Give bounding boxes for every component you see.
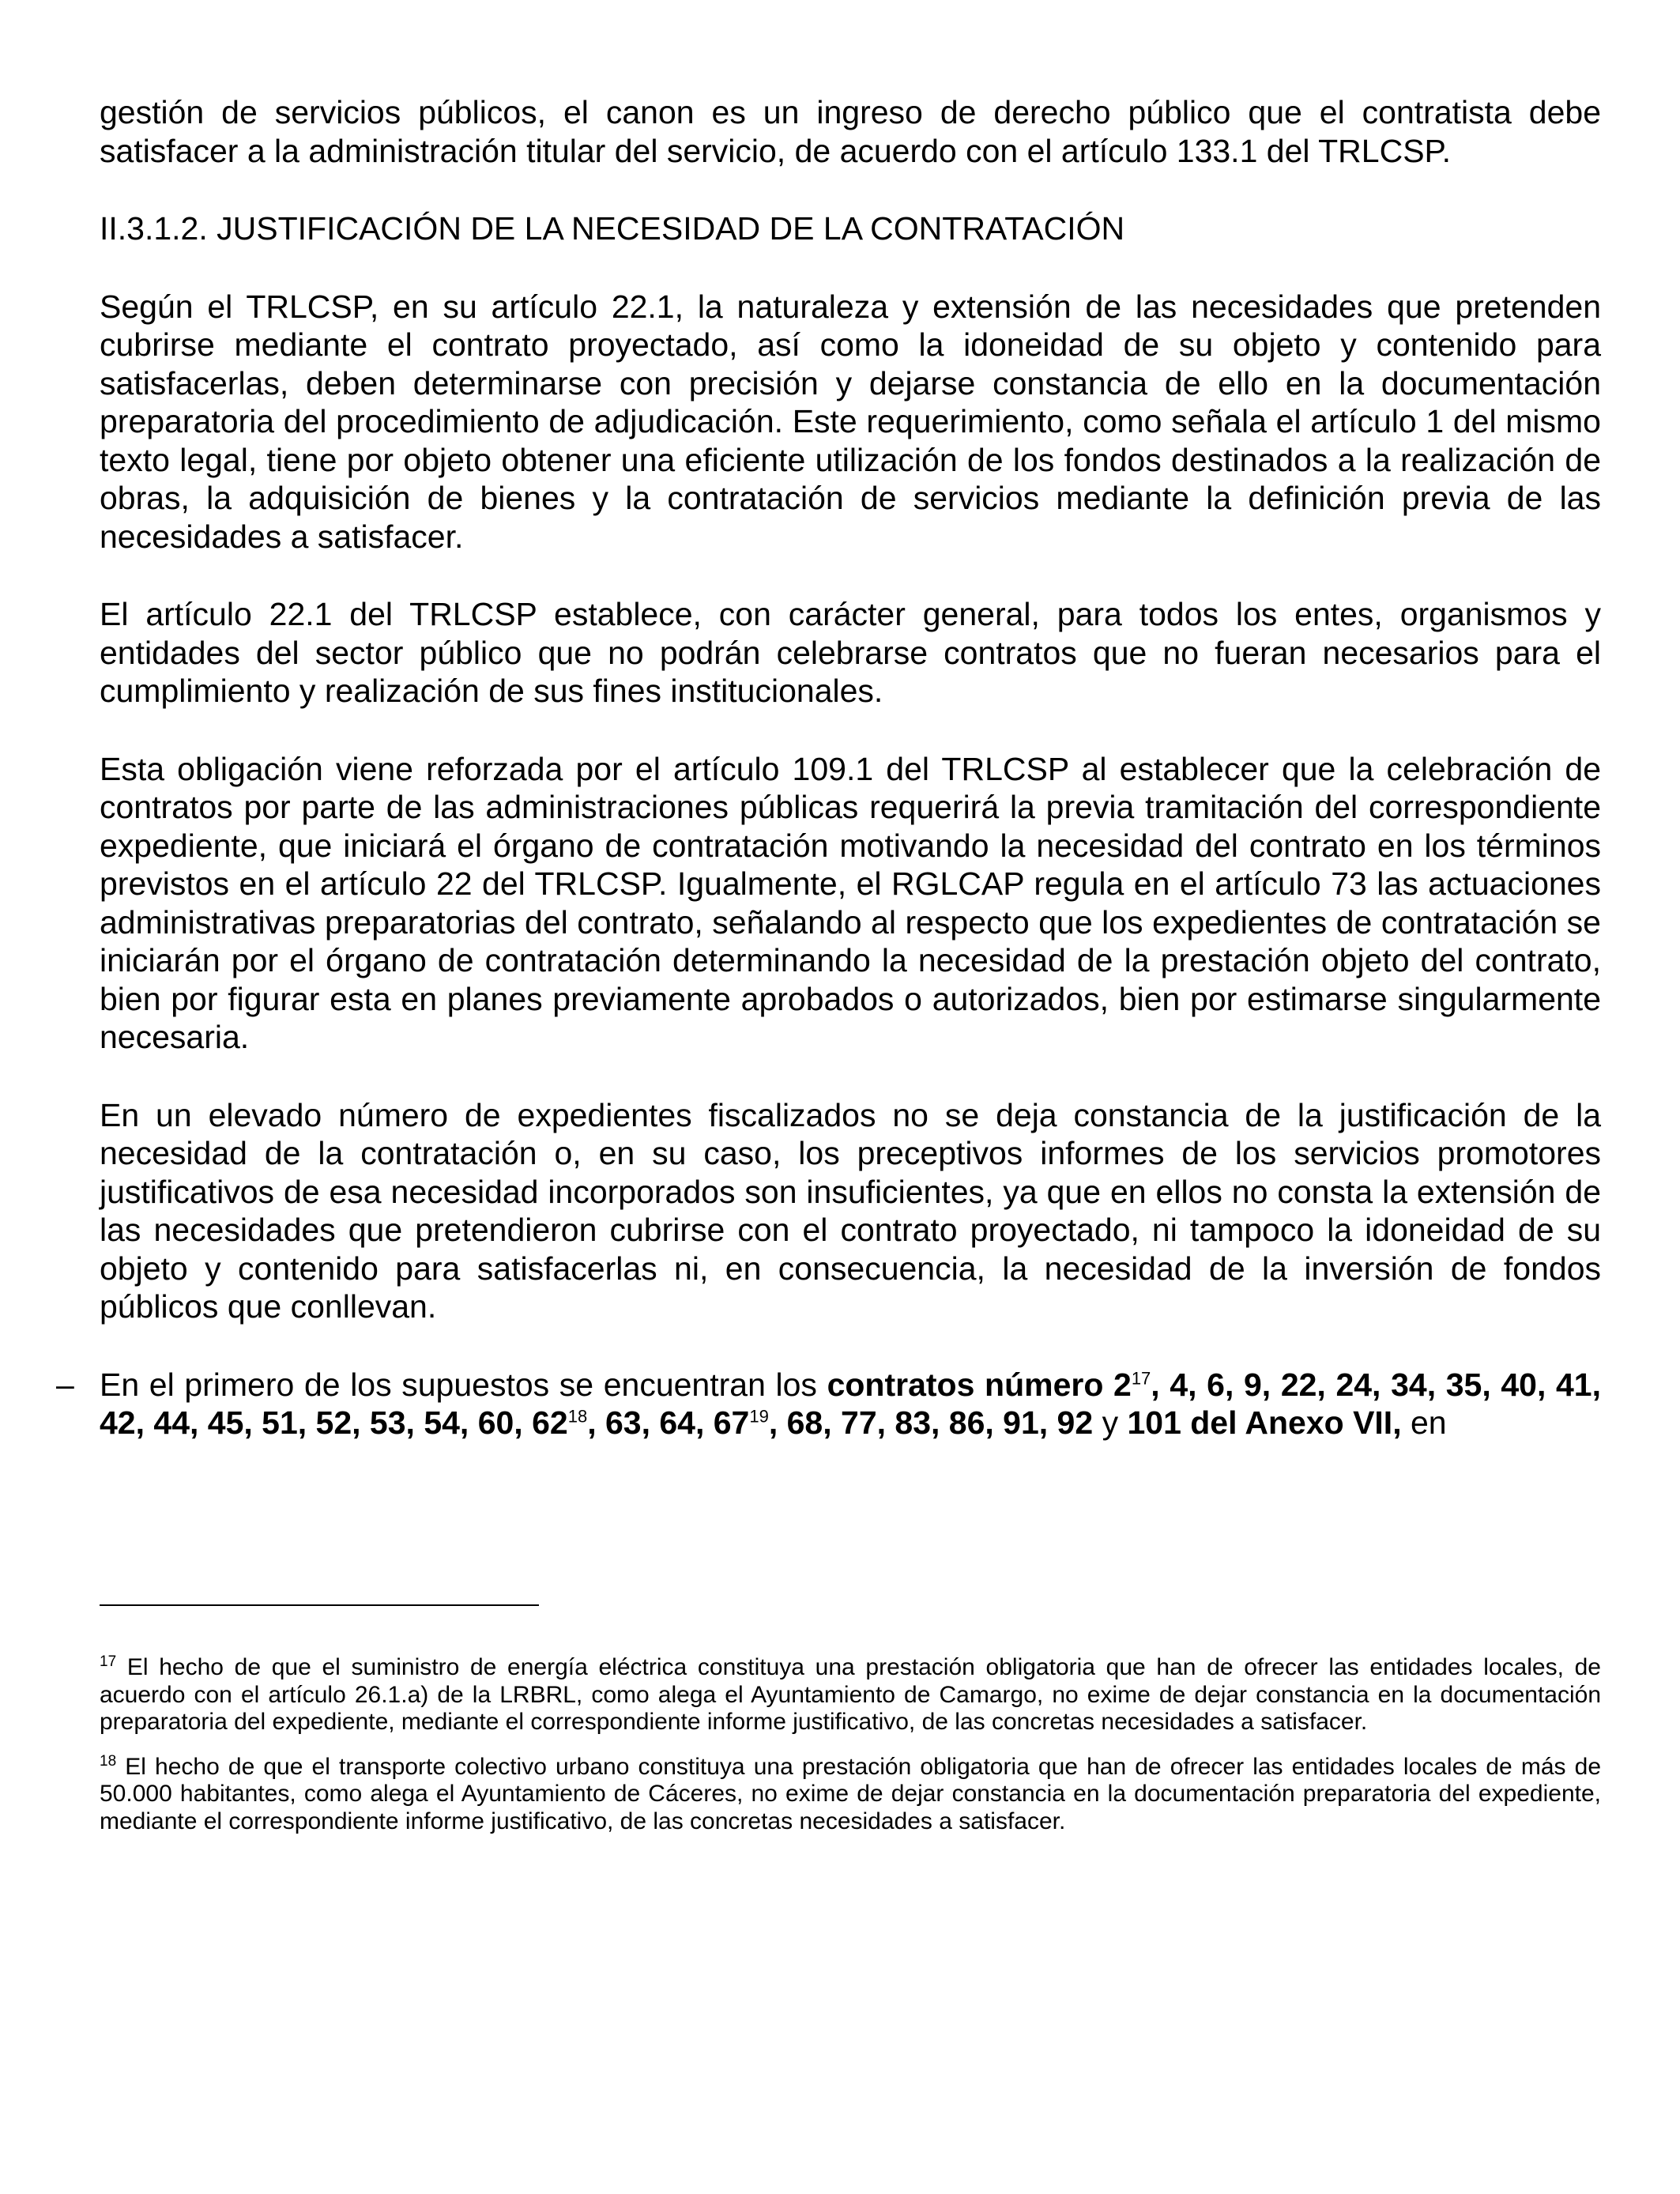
dash-bullet-icon: – — [56, 1366, 74, 1403]
paragraph-obligation: Esta obligación viene reforzada por el artículo 109.1 del TRLCSP al establecer que la celebración de contratos por parte de las administraciones públicas requerirá la previa tramitación del correspondiente expediente, que iniciará el órgano de contratación motivando la necesidad del contrato en los términos previstos en el artículo 22 del TRLCSP. Igualmente, el RGLCAP regula en el artículo 73 las actuaciones administrativas preparatorias del contrato, señalando al respecto que los expedientes de contratación se iniciarán por el órgano de contratación determinando la necesidad de la prestación objeto del contrato, bien por figurar esta en planes previamente aprobados o autorizados, bien por estimarse singularmente necesaria. — [100, 750, 1601, 1055]
footnote-separator — [100, 1604, 539, 1606]
bullet-item — [56, 1366, 1601, 1442]
footnote-ref-19[interactable]: 19 — [749, 1406, 769, 1427]
footnote-17: $^{17}$ El hecho de que el suministro de energía eléctrica constituya una prestación obligatoria que han de ofrecer las entidades locales, de acuerdo con el artículo 26.1.a) de la LRBRL, como alega el Ayuntamiento de Camargo, no exime de dejar constancia en la documentación preparatoria del expediente, mediante el correspondiente informe justificativo, de las concretas necesidades a satisfacer. — [100, 1653, 1601, 1735]
paragraph-canon: gestión de servicios públicos, el canon es un ingreso de derecho público que el contratista debe satisfacer a la administración titular del servicio, de acuerdo con el artículo 133.1 del TRLCSP. — [100, 94, 1601, 169]
bullet-text: En el primero de los supuestos se encuentran los contratos número 2$^{17}$, 4, 6, 9, 22, 24, 34, 35, 40, 41, 42, 44, 45, 51, 52, 53, 54, 60, 62$^{18}$, 63, 64, 67$^{19}$, 68, 77, 83, 86, 91, 92 y 101 del Anexo VII, en — [100, 1366, 1601, 1441]
paragraph-findings: En un elevado número de expedientes fiscalizados no se deja constancia de la justificación de la necesidad de la contratación o, en su caso, los preceptivos informes de los servicios promotores justificativos de esa necesidad incorporados son insuficientes, ya que en ellos no consta la extensión de las necesidades que pretendieron cubrirse con el contrato proyectado, ni tampoco la idoneidad de su objeto y contenido para satisfacerlas ni, en consecuencia, la necesidad de la inversión de fondos públicos que conllevan. — [100, 1096, 1601, 1325]
paragraph-general-rule: El artículo 22.1 del TRLCSP establece, con carácter general, para todos los entes, organismos y entidades del sector público que no podrán celebrarse contratos que no fueran necesarios para el cumplimiento y realización de sus fines institucionales. — [100, 596, 1601, 709]
paragraph-trlcsp-22: Según el TRLCSP, en su artículo 22.1, la naturaleza y extensión de las necesidades que pretenden cubrirse mediante el contrato proyectado, así como la idoneidad de su objeto y contenido para satisfacerlas, deben determinarse con precisión y dejarse constancia de ello en la documentación preparatoria del procedimiento de adjudicación. Este requerimiento, como señala el artículo 1 del mismo texto legal, tiene por objeto obtener una eficiente utilización de los fondos destinados a la realización de obras, la adquisición de bienes y la contratación de servicios mediante la definición previa de las necesidades a satisfacer. — [100, 288, 1601, 555]
footnote-ref-18[interactable]: 18 — [567, 1406, 588, 1427]
document-body — [56, 93, 1601, 1482]
footnote-ref-17[interactable]: 17 — [1131, 1367, 1151, 1388]
footnotes — [100, 1654, 1601, 1853]
footnote-18: $^{18}$ El hecho de que el transporte colectivo urbano constituya una prestación obligatoria que han de ofrecer las entidades locales de más de 50.000 habitantes, como alega el Ayuntamiento de Cáceres, no exime de dejar constancia en la documentación preparatoria del expediente, mediante el correspondiente informe justificativo, de las concretas necesidades a satisfacer. — [100, 1752, 1601, 1834]
section-heading: II.3.1.2. JUSTIFICACIÓN DE LA NECESIDAD DE LA CONTRATACIÓN — [100, 210, 1125, 247]
